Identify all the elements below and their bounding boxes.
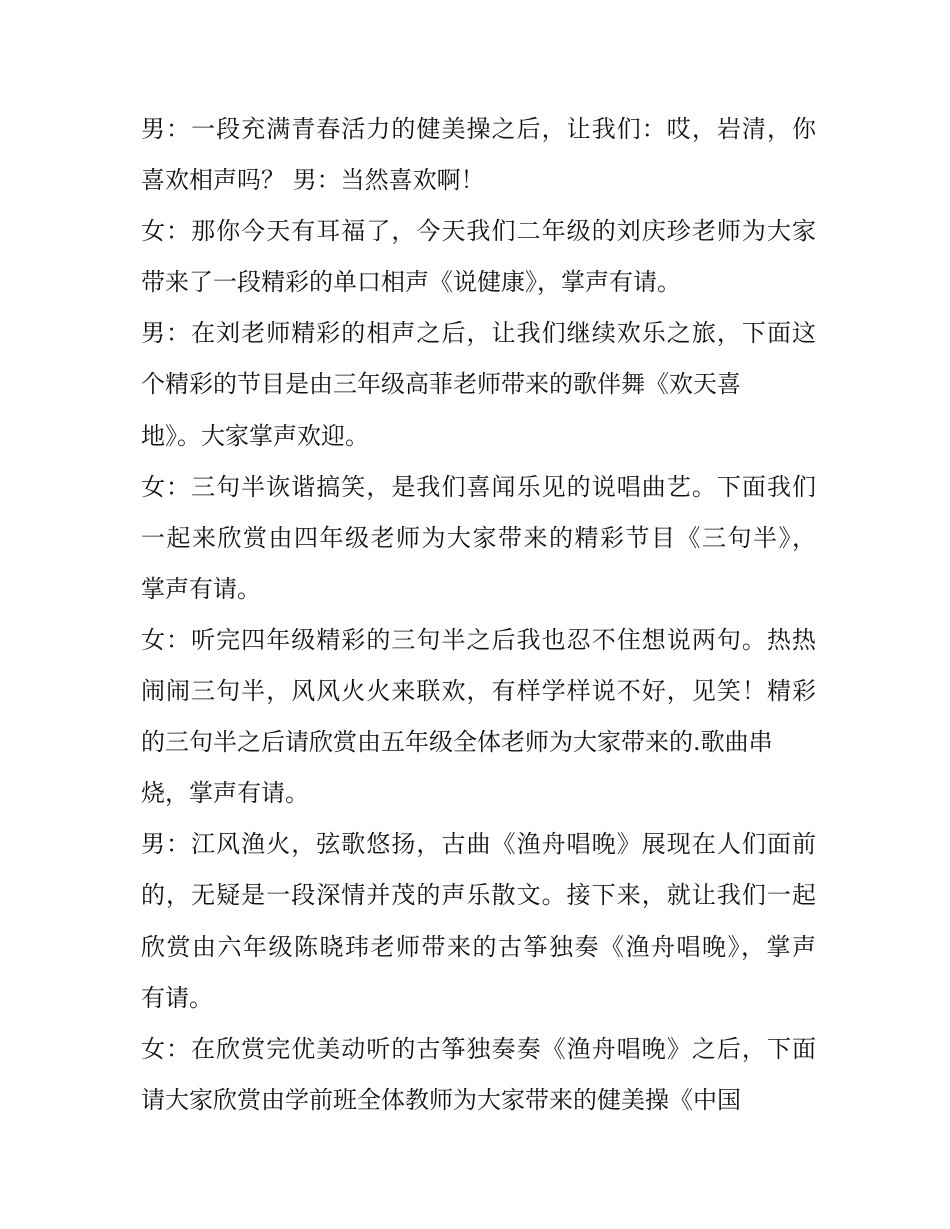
text-line: 的，无疑是一段深情并茂的声乐散文。接下来，就让我们一起 — [141, 881, 816, 910]
text-line: 女：三句半诙谐搞笑，是我们喜闻乐见的说唱曲艺。下面我们 — [141, 472, 816, 501]
text-line: 男：在刘老师精彩的相声之后，让我们继续欢乐之旅，下面这 — [141, 319, 816, 348]
text-line: 闹闹三句半，风风火火来联欢，有样学样说不好，见笑！精彩 — [141, 677, 816, 706]
text-line: 男：江风渔火，弦歌悠扬，古曲《渔舟唱晚》展现在人们面前 — [141, 830, 816, 859]
text-line: 女：在欣赏完优美动听的古筝独奏奏《渔舟唱晚》之后，下面 — [141, 1034, 816, 1063]
text-line: 欣赏由六年级陈晓玮老师带来的古筝独奏《渔舟唱晚》，掌声 — [141, 932, 816, 961]
text-line: 带来了一段精彩的单口相声《说健康》，掌声有请。 — [141, 268, 681, 297]
text-line: 女：听完四年级精彩的三句半之后我也忍不住想说两句。热热 — [141, 625, 816, 654]
text-line: 一起来欣赏由四年级老师为大家带来的精彩节目《三句半》， — [141, 523, 816, 552]
text-line: 烧，掌声有请。 — [141, 779, 309, 808]
text-line: 喜欢相声吗？ 男：当然喜欢啊！ — [141, 166, 485, 195]
text-line: 男：一段充满青春活力的健美操之后，让我们：哎，岩清，你 — [141, 115, 816, 143]
text-line: 地》。大家掌声欢迎。 — [141, 421, 369, 450]
text-line: 女：那你今天有耳福了，今天我们二年级的刘庆珍老师为大家 — [141, 217, 816, 246]
text-line: 掌声有请。 — [141, 574, 261, 603]
text-line: 的三句半之后请欣赏由五年级全体老师为大家带来的.歌曲串 — [141, 728, 773, 757]
text-line: 请大家欣赏由学前班全体教师为大家带来的健美操《中国 — [141, 1085, 741, 1114]
body-text — [141, 104, 816, 1126]
text-line: 有请。 — [141, 983, 213, 1012]
text-line: 个精彩的节目是由三年级高菲老师带来的歌伴舞《欢天喜 — [141, 370, 741, 399]
